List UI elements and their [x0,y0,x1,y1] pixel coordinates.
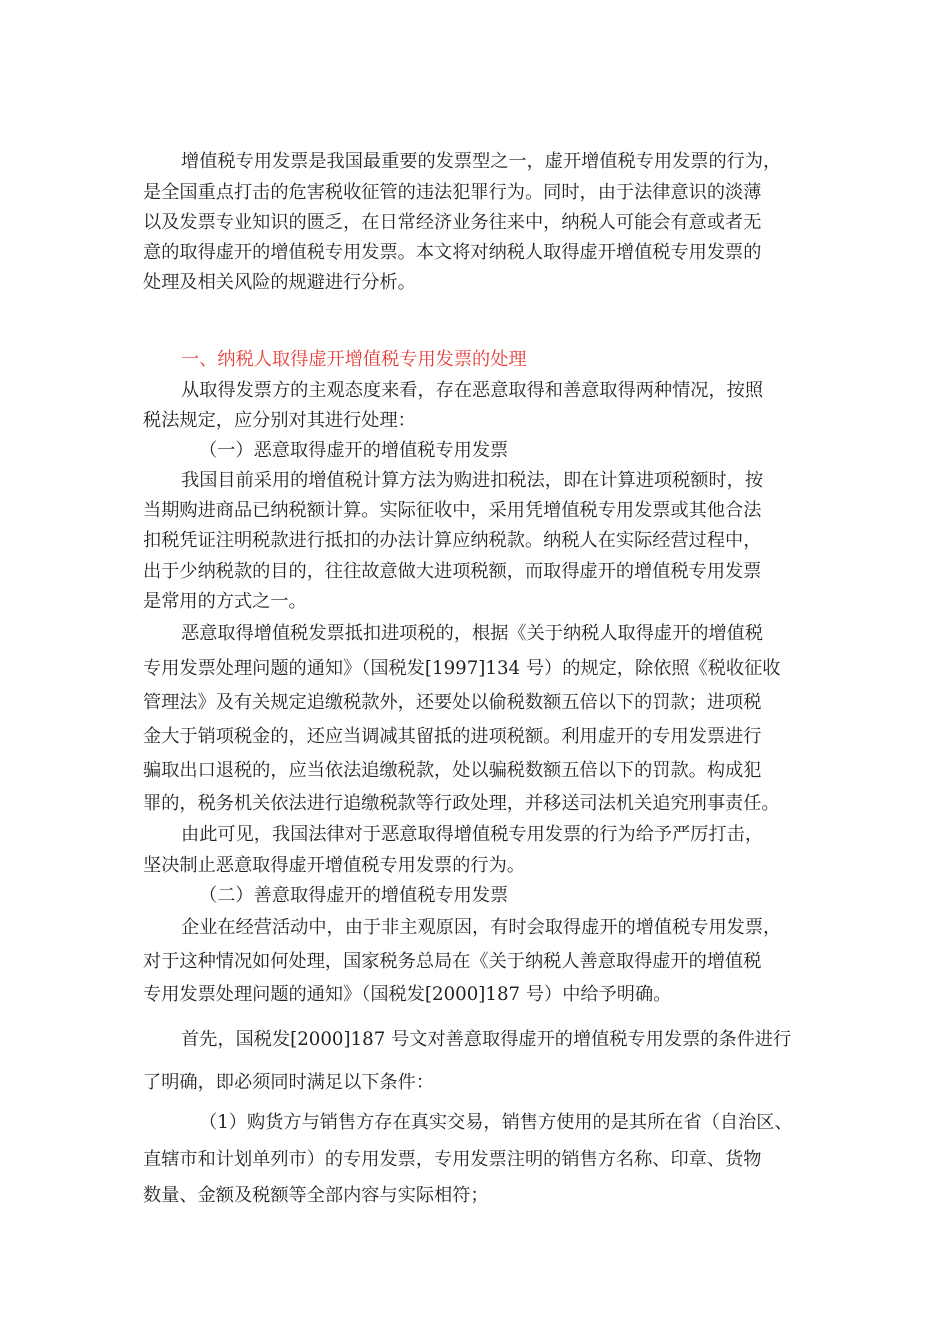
body-line: 管理法》及有关规定追缴税款外，还要处以偷税数额五倍以下的罚款；进项税 [143,692,762,713]
body-line: 数量、金额及税额等全部内容与实际相符； [143,1185,489,1206]
body-line: 直辖市和计划单列市）的专用发票，专用发票注明的销售方名称、印章、货物 [143,1149,762,1170]
body-line: （1）购货方与销售方存在真实交易，销售方使用的是其所在省（自治区、 [199,1112,793,1133]
body-line: 专用发票处理问题的通知》（国税发[1997]134 号）的规定，除依照《税收征收 [143,658,781,679]
body-line: 出于少纳税款的目的，往往故意做大进项税额，而取得虚开的增值税专用发票 [143,561,762,582]
intro-line: 处理及相关风险的规避进行分析。 [143,272,416,293]
intro-line: 以及发票专业知识的匮乏，在日常经济业务往来中，纳税人可能会有意或者无 [143,212,762,233]
body-line: 税法规定，应分别对其进行处理： [143,410,416,431]
body-line: 由此可见，我国法律对于恶意取得增值税专用发票的行为给予严厉打击， [181,824,764,845]
body-line: 金大于销项税金的，还应当调减其留抵的进项税额。利用虚开的专用发票进行 [143,726,762,747]
body-line: 扣税凭证注明税款进行抵扣的办法计算应纳税款。纳税人在实际经营过程中， [143,530,762,551]
intro-line: 是全国重点打击的危害税收征管的违法犯罪行为。同时，由于法律意识的淡薄 [143,182,762,203]
body-line: 是常用的方式之一。 [143,591,307,612]
body-line: 骗取出口退税的，应当依法追缴税款，处以骗税数额五倍以下的罚款。构成犯 [143,760,762,781]
body-line: 当期购进商品已纳税额计算。实际征收中，采用凭增值税专用发票或其他合法 [143,500,762,521]
body-line: 对于这种情况如何处理，国家税务总局在《关于纳税人善意取得虚开的增值税 [143,951,762,972]
intro-line: 增值税专用发票是我国最重要的发票型之一，虚开增值税专用发票的行为， [181,151,782,172]
body-line: 从取得发票方的主观态度来看，存在恶意取得和善意取得两种情况，按照 [181,380,764,401]
body-line: 了明确，即必须同时满足以下条件： [143,1072,435,1093]
intro-line: 意的取得虚开的增值税专用发票。本文将对纳税人取得虚开增值税专用发票的 [143,242,762,263]
body-line: 坚决制止恶意取得虚开增值税专用发票的行为。 [143,855,525,876]
subsection-heading: （一）恶意取得虚开的增值税专用发票 [199,440,509,461]
body-line: 罪的，税务机关依法进行追缴税款等行政处理，并移送司法机关追究刑事责任。 [143,793,780,814]
body-line: 专用发票处理问题的通知》（国税发[2000]187 号）中给予明确。 [143,984,672,1005]
subsection-heading: （二）善意取得虚开的增值税专用发票 [199,885,509,906]
body-line: 我国目前采用的增值税计算方法为购进扣税法，即在计算进项税额时，按 [181,470,764,491]
body-line: 恶意取得增值税发票抵扣进项税的，根据《关于纳税人取得虚开的增值税 [181,623,764,644]
body-line: 企业在经营活动中，由于非主观原因，有时会取得虚开的增值税专用发票， [181,917,782,938]
section-heading: 一、纳税人取得虚开增值税专用发票的处理 [181,349,527,370]
body-line: 首先，国税发[2000]187 号文对善意取得虚开的增值税专用发票的条件进行 [181,1029,792,1050]
